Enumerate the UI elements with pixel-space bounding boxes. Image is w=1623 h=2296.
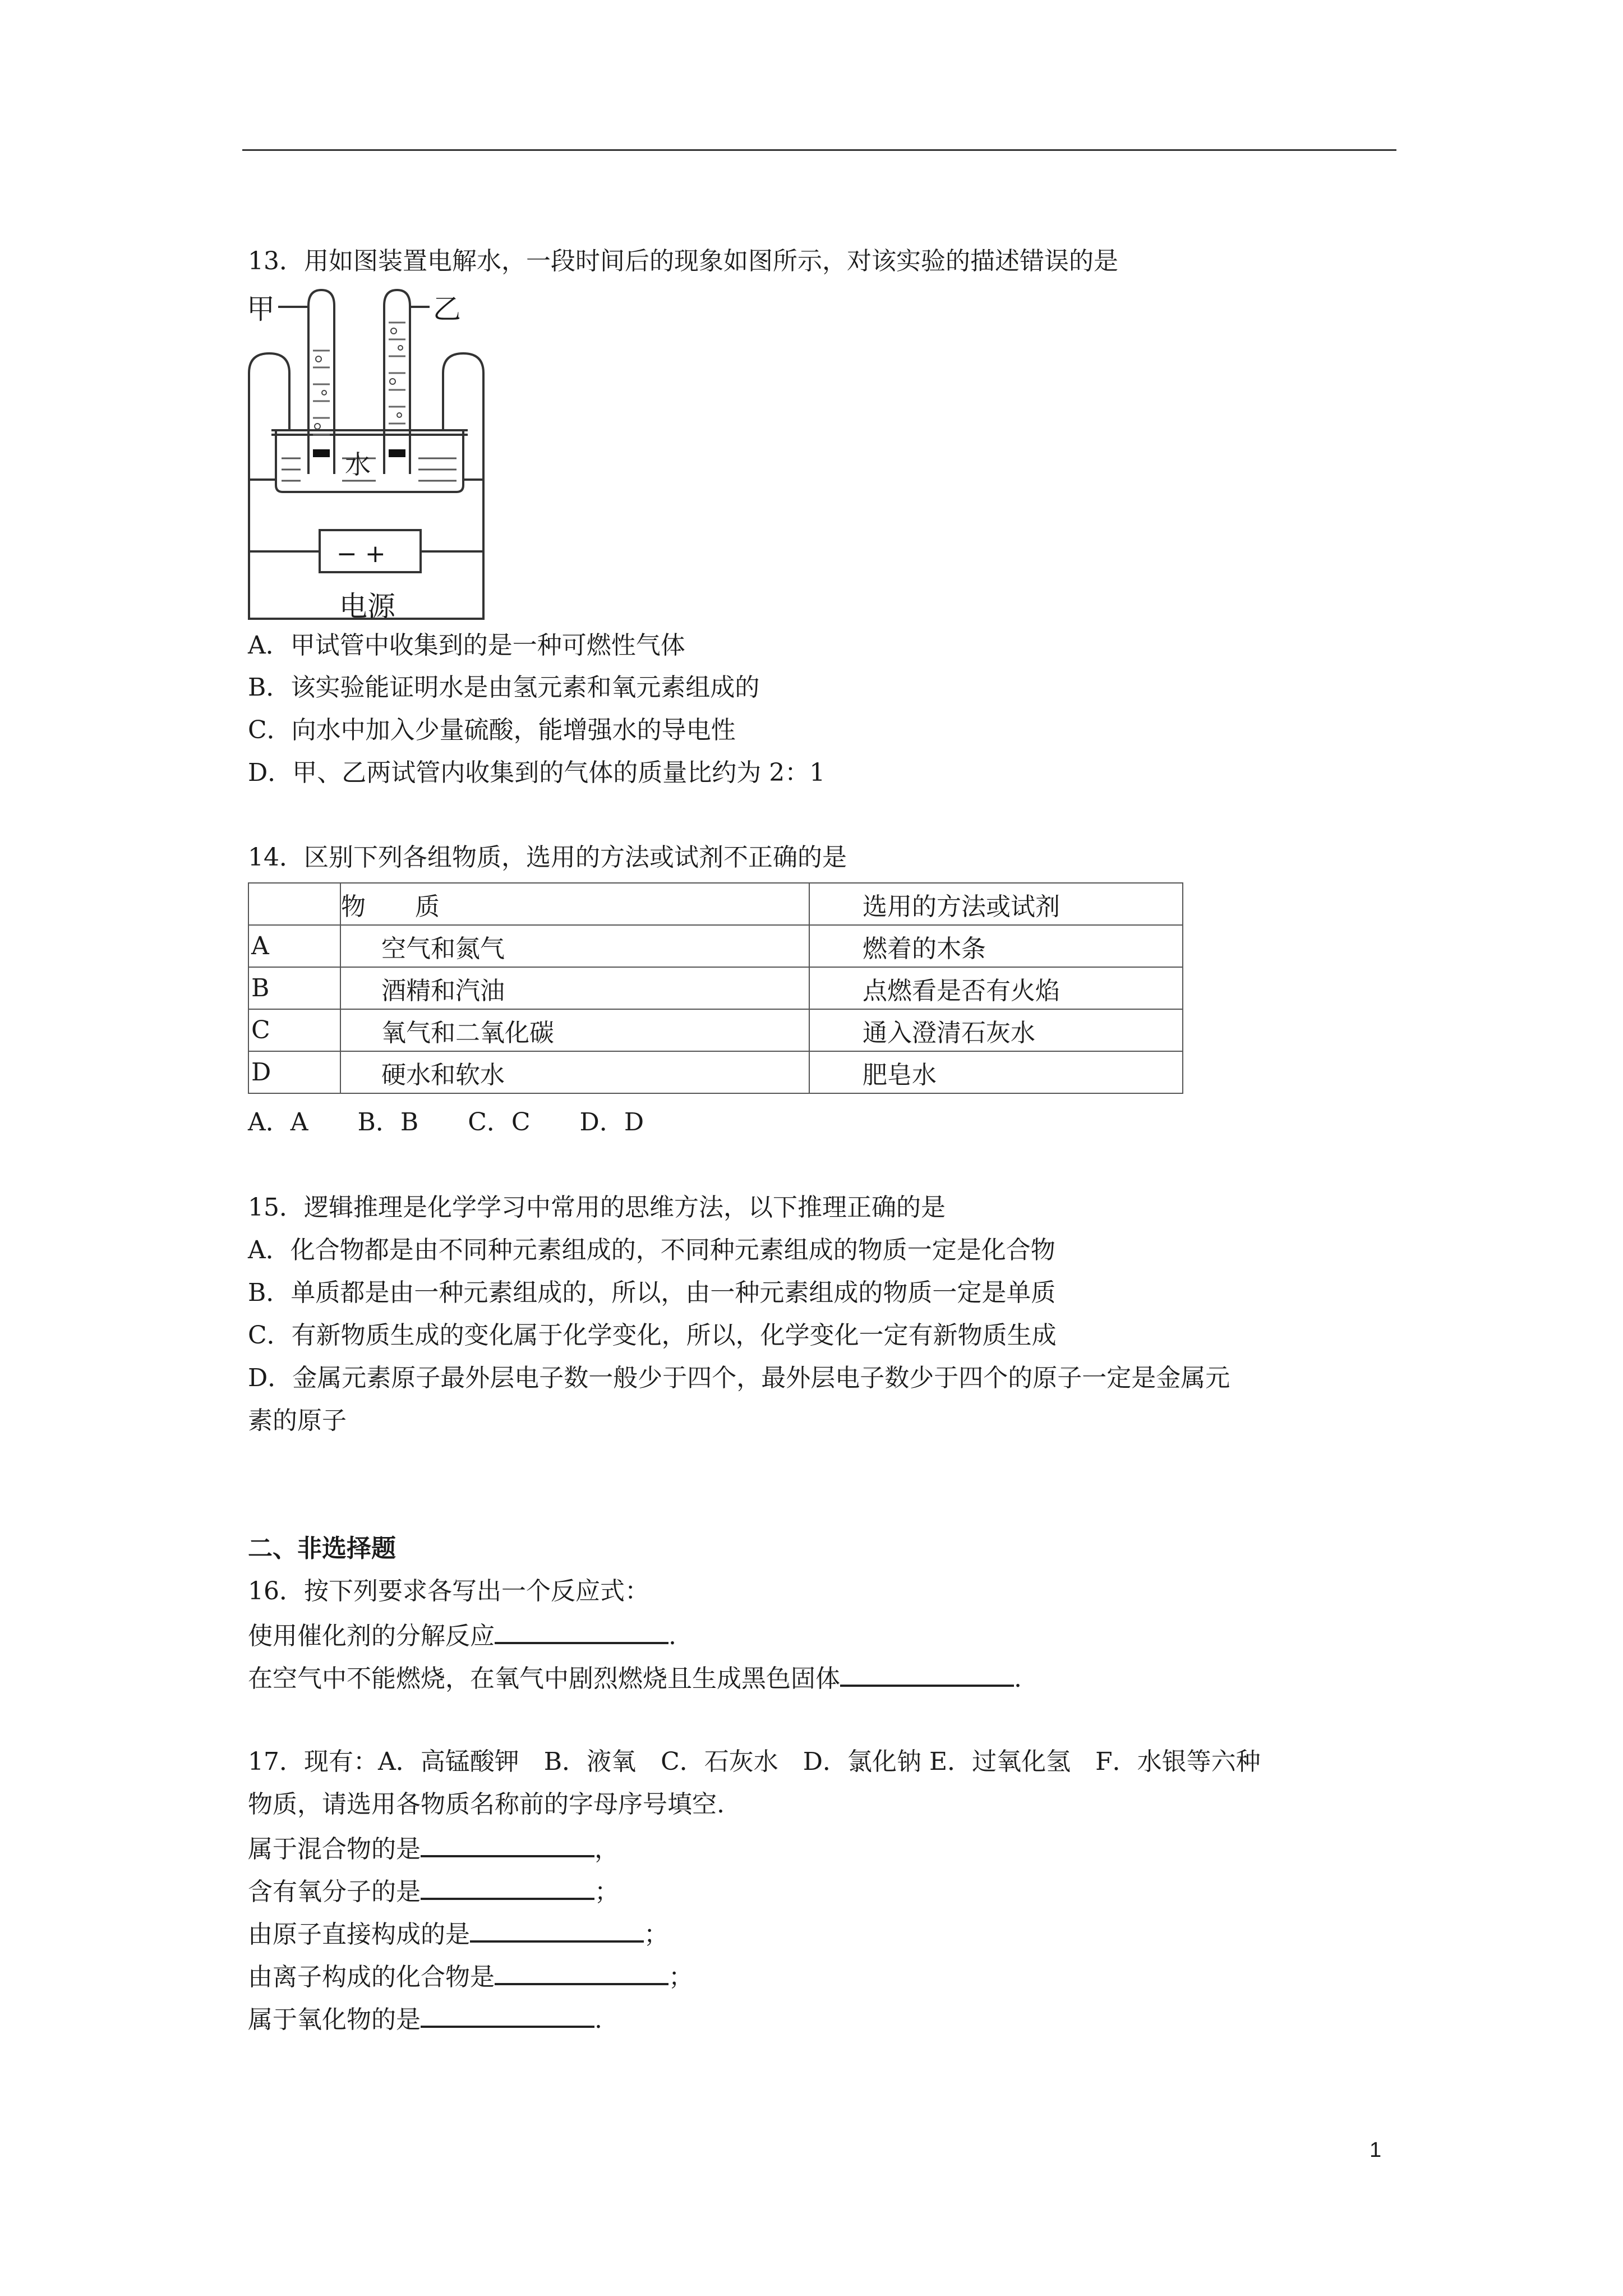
table-cell: 燃着的木条: [809, 925, 1183, 967]
right-wire-bottom: [421, 480, 483, 551]
q17-stem-line-2: 物质，请选用各物质名称前的字母序号填空.: [248, 1790, 725, 1819]
table-cell: A: [248, 925, 340, 967]
power-label: 电源: [339, 590, 395, 623]
q13-option-d: D．甲、乙两试管内收集到的气体的质量比约为 2：1: [248, 758, 826, 787]
punctuation: .: [1014, 1664, 1022, 1693]
q13-option-b: B．该实验能证明水是由氢元素和氧元素组成的: [248, 673, 760, 702]
table-cell: 空气和氮气: [340, 925, 809, 967]
q16-line-1: [248, 1619, 676, 1651]
table-cell: 氧气和二氧化碳: [340, 1009, 809, 1051]
q13-option-c: C．向水中加入少量硫酸，能增强水的导电性: [248, 716, 736, 744]
punctuation: ；: [668, 1963, 693, 1991]
q15-option-d-continued: 素的原子: [248, 1406, 347, 1435]
q15-stem: 15．逻辑推理是化学学习中常用的思维方法，以下推理正确的是: [248, 1193, 946, 1222]
table-row: [248, 967, 1183, 1009]
table-header-method: 选用的方法或试剂: [809, 883, 1183, 925]
water-label: 水: [345, 449, 371, 480]
q17-item: [248, 1961, 693, 1992]
answer-blank[interactable]: [495, 1961, 668, 1985]
tube-label-left: 甲: [247, 293, 275, 325]
q14-answer-options: A．A B．B C．C D．D: [248, 1108, 644, 1137]
q16-prompt-2: 在空气中不能燃烧，在氧气中剧烈燃烧且生成黑色固体: [248, 1664, 840, 1693]
q15-option-a: A．化合物都是由不同种元素组成的，不同种元素组成的物质一定是化合物: [248, 1236, 1055, 1264]
punctuation: ；: [644, 1920, 668, 1949]
q16-line-2: [248, 1662, 1022, 1694]
answer-blank[interactable]: [421, 1833, 594, 1857]
q13-stem: 13．用如图装置电解水，一段时间后的现象如图所示，对该实验的描述错误的是: [248, 247, 1118, 275]
punctuation: .: [668, 1622, 676, 1650]
q17-stem-line-1: 17．现有：A．高锰酸钾 B．液氧 C．石灰水 D．氯化钠 E．过氧化氢 F．水银等六种: [248, 1747, 1261, 1776]
table-row: [248, 925, 1183, 967]
punctuation: .: [594, 2005, 602, 2034]
q13-option-a: A．甲试管中收集到的是一种可燃性气体: [248, 631, 685, 660]
header-rule: [242, 149, 1396, 151]
answer-blank[interactable]: [840, 1662, 1014, 1687]
punctuation: ；: [594, 1878, 619, 1906]
electrode-right: [389, 449, 405, 457]
left-wire: [249, 353, 289, 480]
section-heading: 二、非选择题: [248, 1534, 396, 1563]
test-tube-left: [308, 290, 334, 474]
power-polarity: − +: [336, 540, 386, 568]
table-cell: B: [248, 967, 340, 1009]
table-cell: [248, 883, 340, 925]
table-cell: 硬水和软水: [340, 1051, 809, 1093]
table-header-row: [248, 883, 1183, 925]
table-cell: D: [248, 1051, 340, 1093]
q15-option-d: D．金属元素原子最外层电子数一般少于四个，最外层电子数少于四个的原子一定是金属元: [248, 1364, 1230, 1392]
table-cell: 酒精和汽油: [340, 967, 809, 1009]
table-cell: 肥皂水: [809, 1051, 1183, 1093]
q17-prompt: 属于混合物的是: [248, 1835, 421, 1864]
table-cell: 通入澄清石灰水: [809, 1009, 1183, 1051]
q15-option-c: C．有新物质生成的变化属于化学变化，所以，化学变化一定有新物质生成: [248, 1321, 1057, 1350]
tube-label-right: 乙: [433, 293, 461, 325]
q17-item: [248, 1875, 619, 1907]
q16-prompt-1: 使用催化剂的分解反应: [248, 1622, 495, 1650]
q17-item: [248, 1918, 668, 1949]
table-row: [248, 1051, 1183, 1093]
table-cell: C: [248, 1009, 340, 1051]
table-header-substance: 物 质: [340, 883, 809, 925]
answer-blank[interactable]: [470, 1918, 644, 1943]
left-wire-bottom: [249, 480, 320, 551]
gas-bubbles: [315, 328, 403, 429]
q14-stem: 14．区别下列各组物质，选用的方法或试剂不正确的是: [248, 843, 847, 872]
punctuation: ，: [594, 1835, 619, 1864]
page-number: 1: [1370, 2138, 1382, 2162]
table-cell: 点燃看是否有火焰: [809, 967, 1183, 1009]
answer-blank[interactable]: [421, 2003, 594, 2028]
q17-prompt: 由离子构成的化合物是: [248, 1963, 495, 1991]
q15-option-b: B．单质都是由一种元素组成的，所以，由一种元素组成的物质一定是单质: [248, 1278, 1056, 1307]
q17-item: [248, 2003, 602, 2035]
q14-table: [248, 882, 1183, 1094]
q16-stem: 16．按下列要求各写出一个反应式：: [248, 1577, 649, 1605]
q17-item: [248, 1833, 619, 1864]
answer-blank[interactable]: [495, 1619, 668, 1644]
table-row: [248, 1009, 1183, 1051]
electrode-left: [313, 449, 330, 457]
q17-prompt: 含有氧分子的是: [248, 1878, 421, 1906]
answer-blank[interactable]: [421, 1875, 594, 1900]
test-tube-right: [384, 290, 410, 474]
q17-prompt: 属于氧化物的是: [248, 2005, 421, 2034]
q17-prompt: 由原子直接构成的是: [248, 1920, 470, 1949]
